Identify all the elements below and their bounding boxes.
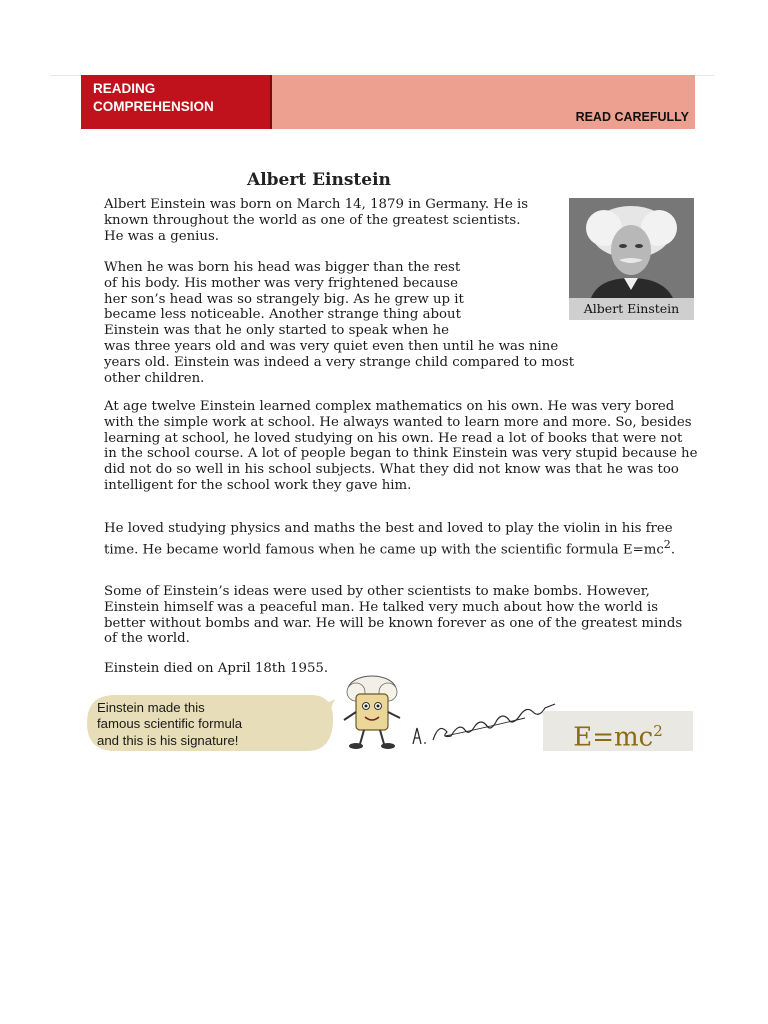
section-title: READING COMPREHENSION	[93, 81, 214, 114]
formula-box-exponent: 2	[653, 722, 663, 740]
header-banner	[81, 75, 695, 129]
portrait-photo	[569, 198, 694, 298]
callout-text: Einstein made this famous scientific formula and this is his signature!	[97, 700, 243, 748]
paragraph-peace: Some of Einstein’s ideas were used by other scientists to make bombs. However, Einstein himself was a peaceful man. He talked very much about how the world is better without bombs and war. He will be known forever as one of the greatest minds of the world.	[104, 584, 683, 647]
portrait-caption: Albert Einstein	[569, 298, 694, 320]
einstein-cartoon-icon	[332, 672, 410, 752]
paragraph-physics-text: He loved studying physics and maths the best and loved to play the violin in his free time. He became world famous when he came up with the scientific formula E=mc	[104, 521, 673, 558]
paragraph-line: her son’s head was so strangely big. As he grew up it	[104, 291, 464, 307]
paragraph-line: of his body. His mother was very frightened because	[104, 275, 458, 291]
section-label-block	[81, 75, 272, 129]
article-title: Albert Einstein	[247, 170, 391, 190]
formula-box	[543, 711, 693, 751]
paragraph-line: became less noticeable. Another strange thing about	[104, 307, 461, 323]
formula-exponent: 2	[663, 537, 671, 551]
paragraph-line: Einstein was that he only started to speak when he	[104, 323, 450, 339]
read-carefully-label: READ CAREFULLY	[575, 110, 689, 124]
paragraph-physics	[104, 521, 694, 558]
paragraph-line: other children.	[104, 370, 205, 386]
signature-image	[405, 692, 565, 752]
paragraph-school: At age twelve Einstein learned complex mathematics on his own. He was very bored with the simple work at school. He always wanted to learn more and more. So, besides learning at school, he loved studying on his own. He read a lot of books that were not in the school course. A lot of people began to think Einstein was very stupid because he did not do so well in his school subjects. What they did not know was that he was too intelligent for the school work they gave him.	[104, 399, 698, 493]
paragraph-birth: Albert Einstein was born on March 14, 1879 in Germany. He is known throughout the world as one of the greatest scientists. He was a genius.	[104, 197, 529, 244]
paragraph-line: was three years old and was very quiet even then until he was nine	[104, 338, 559, 354]
formula-base: E=mc	[573, 722, 654, 753]
einstein-portrait	[569, 198, 694, 320]
paragraph-line: When he was born his head was bigger than the rest	[104, 260, 461, 275]
paragraph-death: Einstein died on April 18th 1955.	[104, 661, 329, 676]
paragraph-line: years old. Einstein was indeed a very strange child compared to most	[104, 354, 575, 370]
paragraph-physics-end: .	[670, 542, 676, 558]
